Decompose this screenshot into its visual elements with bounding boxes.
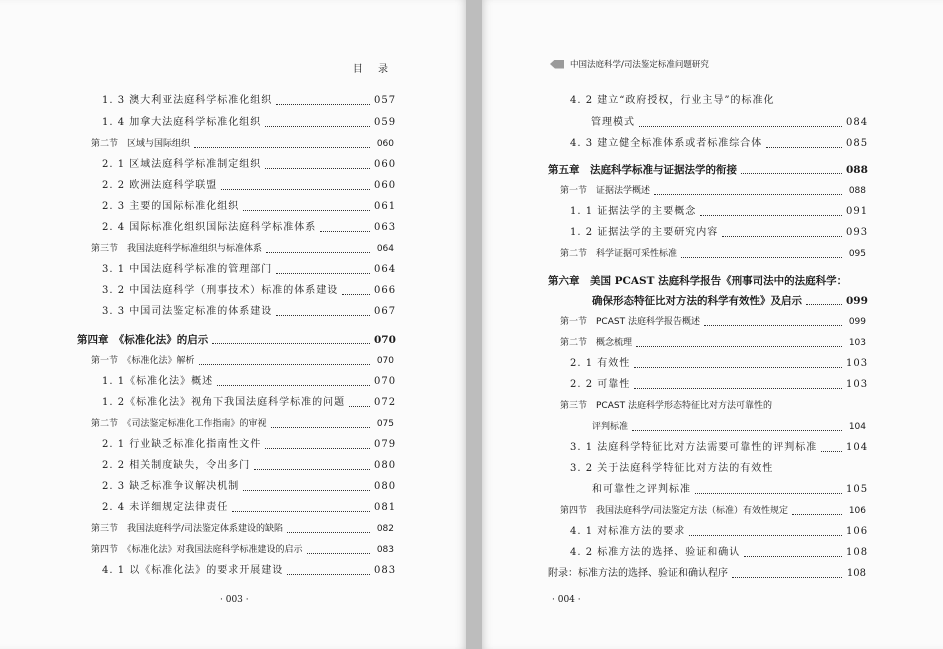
entry-title: 第一节 PCAST 法庭科学报告概述 [560,317,700,327]
entry-title: 4. 1 以《标准化法》的要求开展建设 [102,565,284,576]
entry-page: 084 [846,117,869,128]
toc-entry [102,481,397,493]
entry-page: 080 [374,481,397,492]
entry-page: 070 [374,334,396,346]
toc-entry [591,117,869,129]
entry-page: 103 [848,338,866,348]
entry-title: 第二节 概念梳理 [560,338,633,348]
leader-dots [654,194,842,195]
entry-page: 081 [374,502,397,513]
book-gutter [466,0,482,649]
entry-page: 083 [376,545,394,555]
toc-entry [91,523,394,535]
leader-dots [349,406,370,407]
leader-dots [232,511,370,512]
toc-entry [570,138,869,150]
toc-entry [102,180,397,192]
toc-entry [102,306,397,318]
entry-page: 082 [376,524,394,534]
leader-dots [639,126,842,127]
entry-title: 第三节 我国法庭科学标准组织与标准体系 [91,244,263,254]
left-page [0,0,466,649]
toc-entry [102,201,397,213]
entry-title: 2. 4 未详细规定法律责任 [102,502,229,513]
leader-dots [806,304,842,305]
page-number: · 004 · [552,595,581,605]
entry-page: 075 [376,419,394,429]
entry-title: 第四节 《标准化法》对我国法庭科学标准建设的启示 [91,545,303,555]
toc-entry [102,502,397,514]
toc-entry [102,117,397,129]
leader-dots [276,273,370,274]
entry-page: 070 [374,376,397,387]
entry-title: 3. 1 中国法庭科学标准的管理部门 [102,264,273,275]
toc-entry [91,138,394,150]
entry-page: 093 [846,227,869,238]
entry-title: 评判标准 [592,422,629,432]
entry-title: 2. 4 国际标准化组织国际法庭科学标准体系 [102,222,317,233]
toc-entry [570,547,869,559]
leader-dots [221,189,370,190]
leader-dots [212,343,370,344]
entry-title: 第一节 证据法学概述 [560,186,651,196]
entry-page: 067 [374,306,397,317]
entry-title: 2. 1 区域法庭科学标准制定组织 [102,159,262,170]
toc-entry [102,460,397,472]
leader-dots [732,577,842,578]
leader-dots [271,427,370,428]
entry-title: 第一节 《标准化法》解析 [91,356,195,366]
entry-page: 103 [846,379,869,390]
entry-title: 2. 2 欧洲法庭科学联盟 [102,180,218,191]
entry-title: 3. 3 中国司法鉴定标准的体系建设 [102,306,273,317]
leader-dots [287,574,370,575]
entry-title: 4. 2 标准方法的选择、验证和确认 [570,547,741,558]
leader-dots [632,430,842,431]
toc-entry [102,159,397,171]
entry-title: 确保形态特征比对方法的科学有效性》及启示 [592,295,802,307]
entry-page: 106 [846,526,869,537]
leader-dots [287,532,370,533]
entry-title: 2. 1 有效性 [570,358,631,369]
toc-entry [560,185,866,197]
entry-title: 第三节 我国法庭科学/司法鉴定体系建设的缺陷 [91,524,284,534]
toc-entry [570,206,869,218]
toc-entry [102,397,397,409]
entry-page: 064 [374,264,397,275]
entry-page: 059 [374,117,397,128]
leader-dots [265,126,370,127]
entry-page: 108 [846,568,866,579]
entry-page: 091 [846,206,869,217]
toc-entry [102,222,397,234]
entry-page: 083 [374,565,397,576]
entry-title: 第四节 我国法庭科学/司法鉴定方法（标准）有效性规定 [560,506,789,516]
entry-title: 第二节 区域与国际组织 [91,139,191,149]
entry-title: 第五章 法庭科学标准与证据法学的衔接 [548,164,737,176]
leader-dots [681,257,842,258]
entry-title: 第二节 科学证据可采性标准 [560,249,678,259]
toc-entry [102,376,397,388]
toc-entry [570,442,869,454]
entry-title: 1. 2 证据法学的主要研究内容 [570,227,719,238]
page-number: · 003 · [220,595,249,605]
entry-page: 066 [374,285,397,296]
toc-entry [560,505,866,517]
leader-dots [243,210,370,211]
entry-title: 第四章 《标准化法》的启示 [77,334,209,346]
entry-page: 088 [848,186,866,196]
entry-page: 104 [846,442,869,453]
toc-entry [102,285,397,297]
entry-page: 079 [374,439,397,450]
toc-entry [91,418,394,430]
entry-title: 3. 2 中国法庭科学（刑事技术）标准的体系建设 [102,285,339,296]
toc-entry [102,439,397,451]
leader-dots [695,493,842,494]
leader-dots [636,346,842,347]
entry-page: 103 [846,358,869,369]
toc-chapter [77,334,394,346]
entry-page: 099 [848,317,866,327]
leader-dots [243,490,370,491]
right-page [482,0,943,649]
toc-entry [560,337,866,349]
leader-dots [704,325,842,326]
running-header [550,58,709,70]
entry-page: 060 [376,139,394,149]
chapter-line1: 第六章 美国 PCAST 法庭科学报告《刑事司法中的法庭科学： [548,275,848,287]
entry-page: 105 [846,484,869,495]
toc-entry [91,243,394,255]
leader-dots [634,367,842,368]
entry-title: 2. 3 缺乏标准争议解决机制 [102,481,240,492]
entry-page: 106 [848,506,866,516]
leader-dots [766,147,842,148]
entry-title: 3. 1 法庭科学特征比对方法需要可靠性的评判标准 [570,442,818,453]
entry-title: 1. 2《标准化法》视角下我国法庭科学标准的问题 [102,397,346,408]
toc-entry [592,484,869,496]
entry-page: 080 [374,460,397,471]
entry-title: 4. 3 建立健全标准体系或者标准综合体 [570,138,763,149]
entry-page: 060 [374,159,397,170]
entry-page: 104 [848,422,866,432]
entry-page: 064 [376,244,394,254]
entry-page: 060 [374,180,397,191]
entry-title: 第二节 《司法鉴定标准化工作指南》的审视 [91,419,267,429]
toc-entry [592,421,866,433]
running-header-text: 中国法庭科学/司法鉴定标准问题研究 [570,60,709,70]
leader-dots [741,173,842,174]
section-line1: 第三节 PCAST 法庭科学形态特征比对方法可靠性的 [560,401,772,411]
leader-dots [194,147,370,148]
leader-dots [254,469,370,470]
entry-page: 070 [376,356,394,366]
toc-entry [91,355,394,367]
entry-line1: 4. 2 建立“政府授权，行业主导”的标准化 [570,95,775,106]
toc-chapter [548,164,866,176]
entry-title: 管理模式 [591,117,635,128]
toc-entry [102,565,397,577]
book-icon [550,60,564,69]
leader-dots [722,236,842,237]
leader-dots [276,315,370,316]
entry-page: 057 [374,95,397,106]
entry-title: 2. 3 主要的国际标准化组织 [102,201,240,212]
entry-title: 4. 1 对标准方法的要求 [570,526,686,537]
entry-page: 099 [846,295,868,307]
leader-dots [265,168,370,169]
entry-page: 061 [374,201,397,212]
leader-dots [199,364,370,365]
leader-dots [266,252,370,253]
toc-entry [560,248,866,260]
entry-page: 095 [848,249,866,259]
leader-dots [265,448,370,449]
leader-dots [744,556,842,557]
leader-dots [217,385,370,386]
entry-title: 和可靠性之评判标准 [592,484,691,495]
leader-dots [276,104,370,105]
entry-page: 063 [374,222,397,233]
entry-title: 1. 4 加拿大法庭科学标准化组织 [102,117,262,128]
toc-entry [102,264,397,276]
entry-page: 085 [846,138,869,149]
entry-title: 2. 1 行业缺乏标准化指南性文件 [102,439,262,450]
toc-entry [102,95,397,107]
entry-title: 2. 2 相关制度缺失，令出多门 [102,460,251,471]
leader-dots [821,451,842,452]
entry-line1: 3. 2 关于法庭科学特征比对方法的有效性 [570,463,774,474]
running-header: 目 录 [352,64,394,75]
toc-entry [570,227,869,239]
entry-page: 072 [374,397,397,408]
entry-title: 2. 2 可靠性 [570,379,631,390]
entry-title: 1. 3 澳大利亚法庭科学标准化组织 [102,95,273,106]
toc-chapter [592,295,866,307]
entry-title: 1. 1《标准化法》概述 [102,376,214,387]
toc-entry [560,316,866,328]
leader-dots [342,294,370,295]
leader-dots [792,514,842,515]
leader-dots [320,231,370,232]
leader-dots [700,215,842,216]
leader-dots [689,535,842,536]
toc-entry [570,526,869,538]
toc-appendix [548,568,866,580]
entry-title: 附录：标准方法的选择、验证和确认程序 [548,568,728,579]
toc-entry [91,544,394,556]
toc-entry [570,358,869,370]
leader-dots [634,388,842,389]
toc-entry [570,379,869,391]
entry-page: 108 [846,547,869,558]
leader-dots [307,553,370,554]
entry-title: 1. 1 证据法学的主要概念 [570,206,697,217]
entry-page: 088 [846,164,868,176]
